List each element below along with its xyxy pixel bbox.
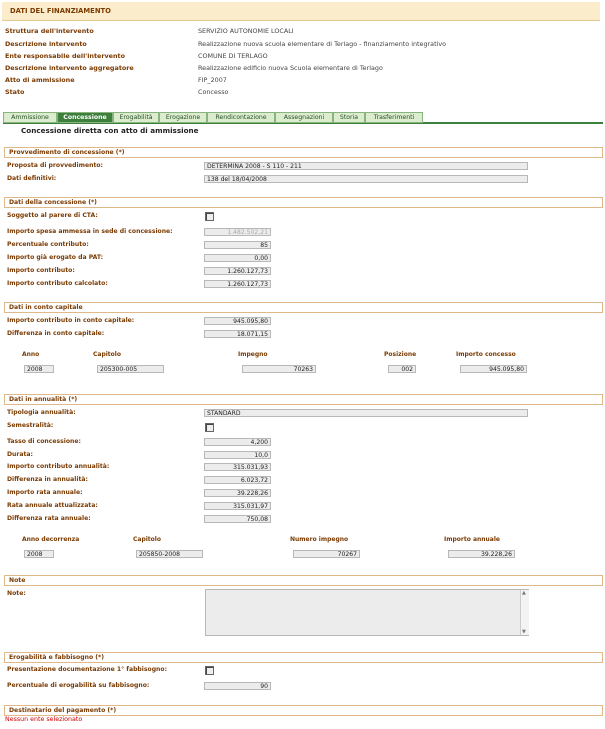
cc-importo-label: Importo contributo in conto capitale: <box>7 317 135 324</box>
semestralita-label: Semestralità: <box>7 422 54 429</box>
definitivi-field[interactable]: 138 del 18/04/2008 <box>204 175 528 183</box>
contributo-field[interactable]: 1.260.127,73 <box>204 267 271 275</box>
cta-label: Soggetto al parere di CTA: <box>7 212 98 219</box>
info-label-ente: Ente responsabile dell'intervento <box>5 52 125 60</box>
cc-col-posizione: Posizione <box>384 351 417 358</box>
info-label-descrizione: Descrizione intervento <box>5 40 87 48</box>
semestralita-checkbox[interactable] <box>205 423 214 432</box>
rata-field[interactable]: 39.228,26 <box>204 489 271 497</box>
definitivi-label: Dati definitivi: <box>7 175 57 182</box>
cc-col-importo: Importo concesso <box>456 351 516 358</box>
cc-cell-capitolo[interactable]: 205300-005 <box>97 365 164 373</box>
scroll-up-icon[interactable]: ▲ <box>522 590 526 596</box>
note-textarea[interactable] <box>205 589 529 636</box>
ann-cell-importo[interactable]: 39.228,26 <box>448 550 515 558</box>
ann-differenza-field[interactable]: 6.023,72 <box>204 476 271 484</box>
percentuale-label: Percentuale contributo: <box>7 241 89 248</box>
section-provvedimento <box>4 147 603 158</box>
tab-erogazione[interactable]: Erogazione <box>159 112 207 123</box>
ann-contributo-field[interactable]: 315.031,93 <box>204 463 271 471</box>
durata-field[interactable]: 10,0 <box>204 451 271 459</box>
info-value-descrizione: Realizzazione nuova scuola elementare di Terlago - finanziamento integrativo <box>198 40 447 48</box>
info-value-atto: FIP_2007 <box>198 76 227 84</box>
cc-cell-posizione[interactable]: 002 <box>388 365 416 373</box>
calcolato-field[interactable]: 1.260.127,73 <box>204 280 271 288</box>
presentazione-checkbox[interactable] <box>205 666 214 675</box>
tab-storia[interactable]: Storia <box>333 112 365 123</box>
durata-label: Durata: <box>7 451 33 458</box>
section-annualita <box>4 394 603 405</box>
attualizzata-label: Rata annuale attualizzata: <box>7 502 98 509</box>
ann-contributo-label: Importo contributo annualità: <box>7 463 110 470</box>
cc-differenza-label: Differenza in conto capitale: <box>7 330 105 337</box>
cc-cell-importo[interactable]: 945.095,80 <box>460 365 527 373</box>
tipologia-field[interactable]: STANDARD <box>204 409 528 417</box>
cc-col-anno: Anno <box>22 351 40 358</box>
scroll-down-icon[interactable]: ▼ <box>522 629 526 635</box>
tab-bar <box>3 112 603 124</box>
ann-col-capitolo: Capitolo <box>133 536 161 543</box>
info-label-aggregatore: Descrizione intervento aggregatore <box>5 64 134 72</box>
presentazione-label: Presentazione documentazione 1° fabbisogno: <box>7 666 168 673</box>
note-label: Note: <box>7 590 26 597</box>
section-title: Dati in annualità (*) <box>9 396 78 403</box>
page-header <box>2 2 600 21</box>
tab-concessione[interactable]: Concessione <box>57 112 113 123</box>
info-value-ente: COMUNE DI TERLAGO <box>198 52 268 60</box>
rata-label: Importo rata annuale: <box>7 489 83 496</box>
cc-differenza-field[interactable]: 18.071,15 <box>204 330 271 338</box>
section-note <box>4 575 603 586</box>
cta-checkbox[interactable] <box>205 212 214 221</box>
page-title: DATI DEL FINANZIAMENTO <box>10 7 111 15</box>
erog-perc-field[interactable]: 90 <box>204 682 271 690</box>
no-ente-message: Nessun ente selezionato <box>5 716 83 723</box>
ann-col-anno: Anno decorrenza <box>22 536 80 543</box>
info-value-stato: Concesso <box>198 88 229 96</box>
ann-cell-capitolo[interactable]: 205850-2008 <box>136 550 203 558</box>
info-label-stato: Stato <box>5 88 25 96</box>
ann-col-importo: Importo annuale <box>444 536 500 543</box>
calcolato-label: Importo contributo calcolato: <box>7 280 108 287</box>
erogato-label: Importo già erogato da PAT: <box>7 254 104 261</box>
tab-erogabilita[interactable]: Erogabilità <box>113 112 159 123</box>
section-title: Dati della concessione (*) <box>9 199 97 206</box>
cc-col-impegno: Impegno <box>238 351 268 358</box>
tab-ammissione[interactable]: Ammissione <box>3 112 57 123</box>
tasso-label: Tasso di concessione: <box>7 438 81 445</box>
tipologia-label: Tipologia annualità: <box>7 409 76 416</box>
cc-importo-field[interactable]: 945.095,80 <box>204 317 271 325</box>
cc-col-capitolo: Capitolo <box>93 351 121 358</box>
attualizzata-field[interactable]: 315.031,97 <box>204 502 271 510</box>
cc-cell-impegno[interactable]: 70263 <box>242 365 316 373</box>
section-erogabilita <box>4 652 603 663</box>
diff-rata-label: Differenza rata annuale: <box>7 515 91 522</box>
ann-cell-anno[interactable]: 2008 <box>24 550 54 558</box>
info-value-struttura: SERVIZIO AUTONOMIE LOCALI <box>198 27 294 35</box>
section-conto-capitale <box>4 302 603 313</box>
info-value-aggregatore: Realizzazione edificio nuova Scuola elementare di Terlago <box>198 64 383 72</box>
tasso-field[interactable]: 4,200 <box>204 438 271 446</box>
section-concessione <box>4 197 603 208</box>
tab-assegnazioni[interactable]: Assegnazioni <box>275 112 333 123</box>
erogato-field[interactable]: 0,00 <box>204 254 271 262</box>
ann-col-impegno: Numero impegno <box>290 536 349 543</box>
note-scrollbar[interactable] <box>520 590 529 635</box>
erog-perc-label: Percentuale di erogabilità su fabbisogno: <box>7 682 150 689</box>
section-title: Provvedimento di concessione (*) <box>9 149 125 156</box>
contributo-label: Importo contributo: <box>7 267 75 274</box>
cc-cell-anno[interactable]: 2008 <box>24 365 54 373</box>
spesa-label: Importo spesa ammessa in sede di concessione: <box>7 228 173 235</box>
section-title: Dati in conto capitale <box>9 304 83 311</box>
section-title: Erogabilità e fabbisogno (*) <box>9 654 105 661</box>
section-title: Destinatario del pagamento (*) <box>9 707 117 714</box>
info-label-struttura: Struttura dell'intervento <box>5 27 94 35</box>
diff-rata-field[interactable]: 750,08 <box>204 515 271 523</box>
percentuale-field[interactable]: 85 <box>204 241 271 249</box>
tab-rendicontazione[interactable]: Rendicontazione <box>207 112 275 123</box>
spesa-field: 1.482.502,21 <box>204 228 271 236</box>
section-subtitle: Concessione diretta con atto di ammissione <box>21 126 199 135</box>
ann-differenza-label: Differenza in annualità: <box>7 476 88 483</box>
ann-cell-impegno[interactable]: 70267 <box>293 550 360 558</box>
tab-trasferimenti[interactable]: Trasferimenti <box>365 112 423 123</box>
info-label-atto: Atto di ammissione <box>5 76 75 84</box>
section-destinatario <box>4 705 603 716</box>
proposta-label: Proposta di provvedimento: <box>7 162 103 169</box>
proposta-field[interactable]: DETERMINA 2008 - S 110 - 211 <box>204 162 528 170</box>
section-title: Note <box>9 577 26 584</box>
